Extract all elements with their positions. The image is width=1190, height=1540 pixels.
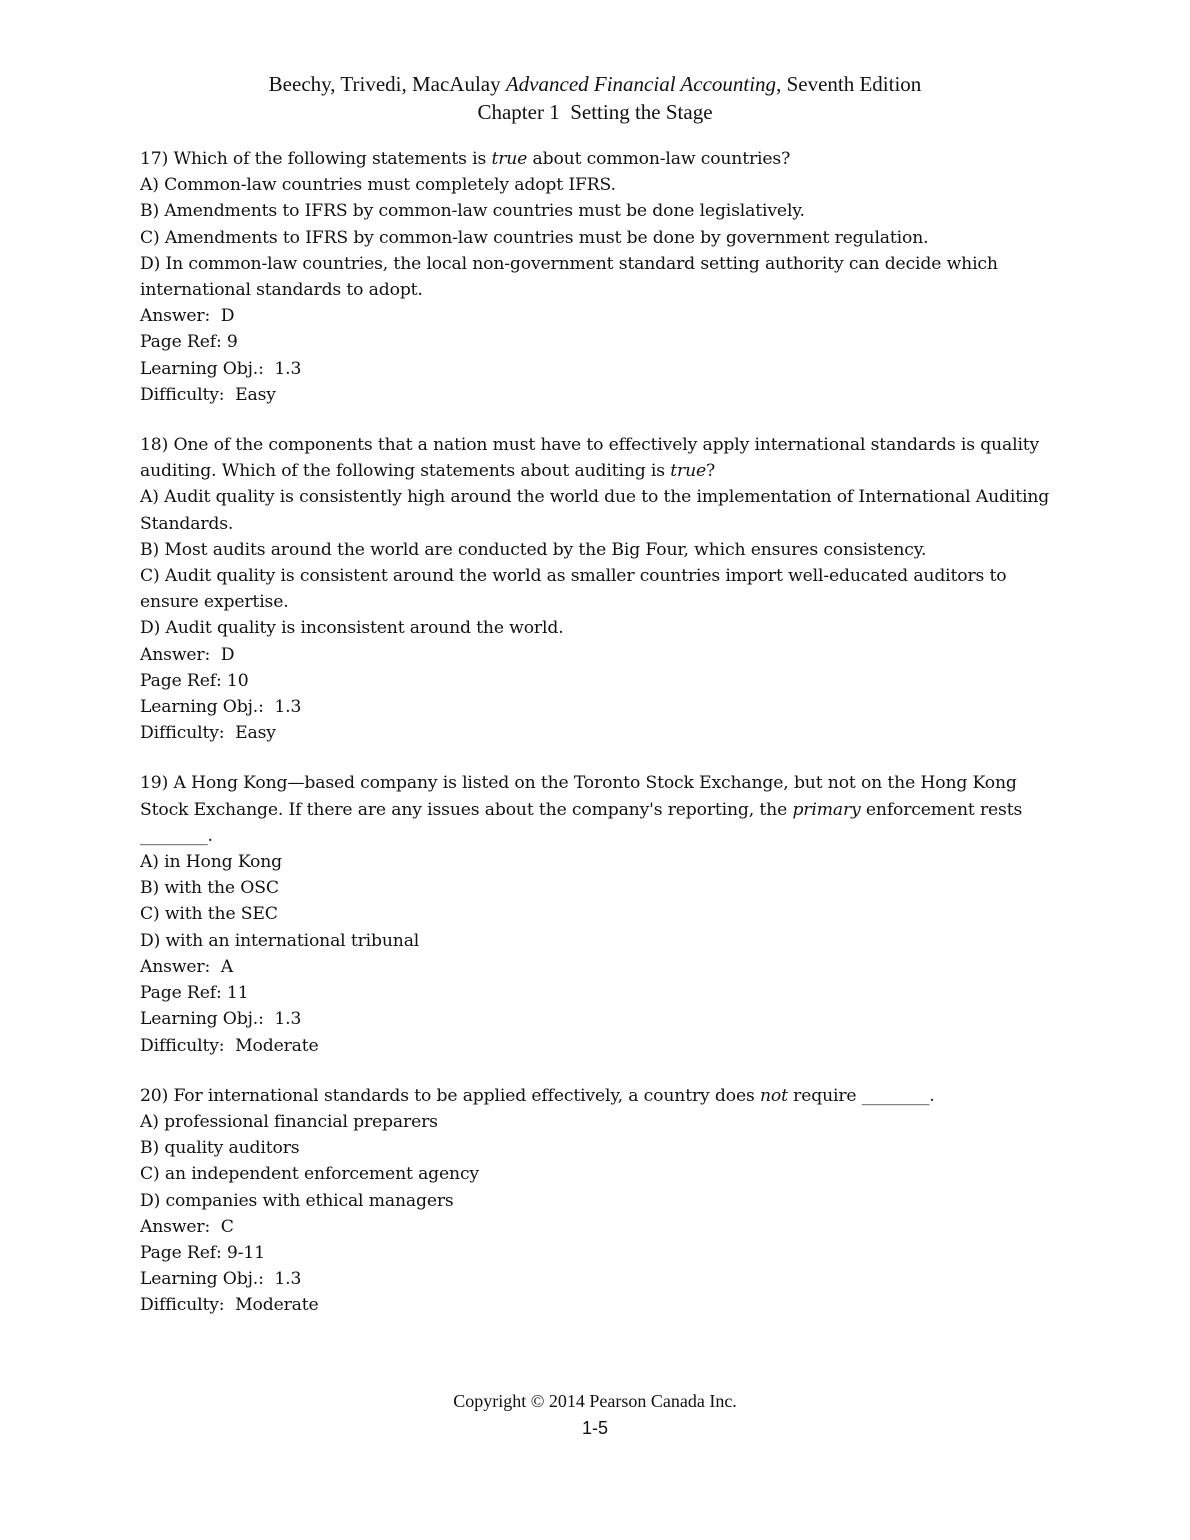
difficulty: Difficulty: Moderate (140, 1035, 319, 1056)
answer: Answer: A (140, 956, 234, 977)
option-b: B) with the OSC (140, 878, 279, 899)
stem-text-end: require ________. (787, 1085, 935, 1106)
stem-text-end: enforcement rests ________. (140, 799, 1023, 846)
header-book-title: Advanced Financial Accounting (505, 72, 777, 96)
stem-text: 19) A Hong Kong—based company is listed on the Toronto Stock Exchange, but not on the Hong Kong Stock Exchange. If there are any issues about the company's reporting, the (140, 773, 1017, 820)
answer: Answer: C (140, 1216, 234, 1237)
page-header (0, 70, 1190, 126)
questions-list (140, 146, 1060, 1343)
stem-emphasis: not (759, 1085, 788, 1106)
difficulty: Difficulty: Easy (140, 384, 276, 405)
option-a: A) in Hong Kong (140, 852, 283, 873)
learning-obj: Learning Obj.: 1.3 (140, 358, 302, 379)
option-d: D) companies with ethical managers (140, 1190, 454, 1211)
difficulty: Difficulty: Easy (140, 723, 276, 744)
header-edition: , Seventh Edition (776, 72, 922, 96)
question-19 (140, 770, 1060, 1058)
copyright-notice: Copyright © 2014 Pearson Canada Inc. (453, 1391, 737, 1411)
option-d: D) In common-law countries, the local non-government standard setting authority can decide which international standards to adopt. (140, 253, 998, 301)
option-a: A) Audit quality is consistently high around the world due to the implementation of International Auditing Standards. (140, 487, 1050, 534)
option-b: B) Most audits around the world are conducted by the Big Four, which ensures consistency. (140, 539, 927, 560)
option-b: B) quality auditors (140, 1138, 300, 1159)
option-d: D) Audit quality is inconsistent around the world. (140, 618, 564, 639)
learning-obj: Learning Obj.: 1.3 (140, 1009, 302, 1030)
option-c: C) with the SEC (140, 904, 278, 925)
question-stem (140, 432, 1060, 484)
answer: Answer: D (140, 306, 235, 327)
stem-text: 17) Which of the following statements is (140, 149, 492, 169)
stem-emphasis: true (491, 149, 528, 169)
stem-emphasis: primary (792, 799, 861, 820)
learning-obj: Learning Obj.: 1.3 (140, 1269, 302, 1290)
page-ref: Page Ref: 10 (140, 670, 249, 691)
stem-text-end: about common-law countries? (527, 149, 791, 169)
question-18 (140, 432, 1060, 746)
stem-text: 18) One of the components that a nation must have to effectively apply international standards is quality auditing. Which of the following statements about auditing is (140, 435, 1040, 482)
option-b: B) Amendments to IFRS by common-law countries must be done legislatively. (140, 201, 805, 222)
stem-text-end: ? (706, 461, 716, 482)
page-ref: Page Ref: 11 (140, 983, 249, 1004)
question-17 (140, 146, 1060, 408)
header-chapter: Chapter 1 Setting the Stage (477, 100, 713, 124)
difficulty: Difficulty: Moderate (140, 1295, 319, 1316)
option-c: C) Amendments to IFRS by common-law countries must be done by government regulation. (140, 227, 929, 248)
question-stem (140, 1083, 1060, 1109)
page-number: 1-5 (581, 1418, 608, 1438)
stem-text: 20) For international standards to be applied effectively, a country does (140, 1085, 760, 1106)
learning-obj: Learning Obj.: 1.3 (140, 697, 302, 718)
option-a: A) professional financial preparers (140, 1111, 438, 1132)
stem-emphasis: true (670, 461, 707, 482)
question-stem (140, 770, 1060, 849)
option-d: D) with an international tribunal (140, 930, 420, 951)
header-authors: Beechy, Trivedi, MacAulay (268, 72, 501, 96)
option-a: A) Common-law countries must completely adopt IFRS. (140, 175, 616, 196)
question-20 (140, 1083, 1060, 1319)
page-ref: Page Ref: 9-11 (140, 1242, 265, 1263)
question-stem (140, 146, 1060, 172)
page-ref: Page Ref: 9 (140, 332, 238, 353)
header-title-line (0, 70, 1190, 98)
answer: Answer: D (140, 644, 235, 665)
page-footer (0, 1388, 1190, 1442)
option-c: C) an independent enforcement agency (140, 1164, 479, 1185)
option-c: C) Audit quality is consistent around the world as smaller countries import well-educated auditors to ensure expertise. (140, 566, 1007, 613)
